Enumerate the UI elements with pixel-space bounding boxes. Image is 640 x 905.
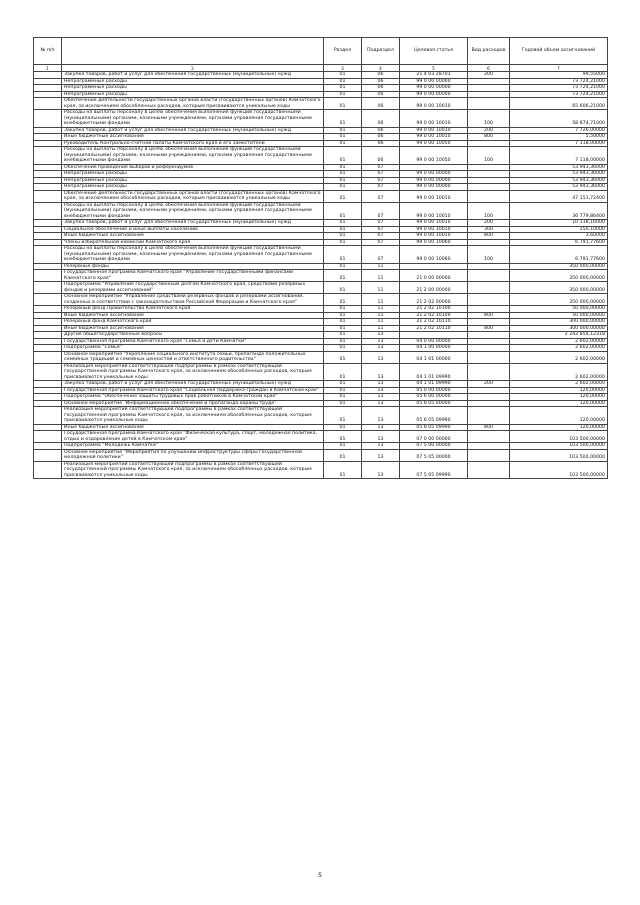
- row-section: 01: [324, 294, 362, 306]
- header-section: Раздел: [324, 38, 362, 65]
- row-subsection: 13: [362, 338, 400, 345]
- row-amount: 120,00000: [510, 400, 608, 407]
- row-name: Закупка товаров, работ и услуг для обеспечения государственных (муниципальных) нужд: [62, 220, 324, 227]
- row-subsection: 11: [362, 294, 400, 306]
- row-section: 01: [324, 202, 362, 220]
- row-section: 01: [324, 190, 362, 202]
- row-target: 99 0 00 10010: [400, 190, 468, 202]
- row-section: 01: [324, 226, 362, 233]
- row-subsection: 06: [362, 110, 400, 128]
- row-name: Государственная программа Камчатского края "Социальная поддержка граждан в Камчатском крае": [62, 387, 324, 394]
- row-section: 01: [324, 246, 362, 264]
- row-section: 01: [324, 351, 362, 363]
- row-amount: 120,00000: [510, 407, 608, 425]
- row-name: Иные бюджетные ассигнования: [62, 312, 324, 319]
- row-subsection: 06: [362, 98, 400, 110]
- row-amount: 350 000,00000: [510, 263, 608, 270]
- row-amount: 50 000,00000: [510, 312, 608, 319]
- row-amount: 7 118,00000: [510, 147, 608, 165]
- row-target: 04 0 00 00000: [400, 338, 468, 345]
- row-exptype: [468, 363, 510, 381]
- row-exptype: 200: [468, 72, 510, 79]
- table-header-row: [34, 38, 608, 65]
- row-target: 04 1 00 00000: [400, 345, 468, 352]
- row-target: 07 5 00 00000: [400, 443, 468, 450]
- row-name: Обеспечение деятельности государственных органов власти (государственных органов) Камчатского края, за исключением обособленных расходов, которым присваиваются уникальные коды: [62, 190, 324, 202]
- row-exptype: 100: [468, 246, 510, 264]
- row-section: 01: [324, 171, 362, 178]
- row-target: 21 2 02 10100: [400, 312, 468, 319]
- row-target: 99 0 00 10010: [400, 98, 468, 110]
- row-target: 21 2 02 10110: [400, 325, 468, 332]
- row-section: 01: [324, 72, 362, 79]
- row-subsection: 13: [362, 400, 400, 407]
- row-section: 01: [324, 127, 362, 134]
- row-exptype: 200: [468, 381, 510, 388]
- row-section: 01: [324, 332, 362, 339]
- row-amount: 6 791,77600: [510, 246, 608, 264]
- row-exptype: [468, 407, 510, 425]
- row-section: 01: [324, 306, 362, 313]
- row-subsection: 06: [362, 147, 400, 165]
- table-row: [34, 431, 608, 443]
- row-target: 05 6 05 00000: [400, 400, 468, 407]
- row-amount: 103 500,00000: [510, 443, 608, 450]
- row-subsection: 06: [362, 134, 400, 141]
- row-subsection: 06: [362, 127, 400, 134]
- row-section: 01: [324, 270, 362, 282]
- table-row: [34, 190, 608, 202]
- row-name: Основное мероприятие "Управление средствами резервных фондов и резервами ассигнований, созданных в соответствии с законодательством Российской Федерации и Камчатского края": [62, 294, 324, 306]
- row-amount: 350 000,00000: [510, 294, 608, 306]
- table-row: [34, 294, 608, 306]
- row-amount: 2 602,00000: [510, 351, 608, 363]
- row-name: Закупка товаров, работ и услуг для обеспечения государственных (муниципальных) нужд: [62, 381, 324, 388]
- row-name: Социальное обеспечение и иные выплаты населению: [62, 226, 324, 233]
- row-target: 99 0 00 10060: [400, 239, 468, 246]
- row-target: 99 0 00 10010: [400, 233, 468, 240]
- row-amount: 350 000,00000: [510, 282, 608, 294]
- row-subsection: 11: [362, 263, 400, 270]
- row-name: Непрограммные расходы: [62, 171, 324, 178]
- row-target: 99 0 00 00000: [400, 184, 468, 191]
- row-num: [34, 351, 62, 363]
- row-target: 04 1 01 09990: [400, 381, 468, 388]
- row-subsection: 07: [362, 233, 400, 240]
- row-exptype: [468, 351, 510, 363]
- row-subsection: 13: [362, 387, 400, 394]
- row-exptype: 800: [468, 424, 510, 431]
- row-amount: 7 726,00000: [510, 127, 608, 134]
- row-exptype: 100: [468, 202, 510, 220]
- row-amount: 120,00000: [510, 424, 608, 431]
- row-amount: 73 724,21000: [510, 85, 608, 92]
- row-target: 99 0 00 10010: [400, 127, 468, 134]
- budget-table: [33, 37, 608, 479]
- row-num: [34, 294, 62, 306]
- row-subsection: 13: [362, 351, 400, 363]
- row-amount: 5,50000: [510, 134, 608, 141]
- row-target: 05 6 05 09990: [400, 424, 468, 431]
- row-subsection: 06: [362, 72, 400, 79]
- row-amount: 2 602,00000: [510, 381, 608, 388]
- row-target: 21 2 02 10100: [400, 306, 468, 313]
- header-num: № п/п: [34, 38, 62, 65]
- row-subsection: 07: [362, 177, 400, 184]
- row-amount: 10 118,16000: [510, 220, 608, 227]
- row-amount: 120,00000: [510, 387, 608, 394]
- row-amount: 2 602,00000: [510, 345, 608, 352]
- row-subsection: 13: [362, 449, 400, 461]
- table-row: [34, 282, 608, 294]
- row-amount: 73 724,21000: [510, 78, 608, 85]
- row-target: 99 0 00 10010: [400, 134, 468, 141]
- row-subsection: 13: [362, 394, 400, 401]
- row-name: Закупка товаров, работ и услуг для обеспечения государственных (муниципальных) нужд: [62, 72, 324, 79]
- row-num: [34, 190, 62, 202]
- table-row: [34, 98, 608, 110]
- row-section: 01: [324, 431, 362, 443]
- row-amount: 3,60000: [510, 233, 608, 240]
- row-target: 99 0 00 00000: [400, 91, 468, 98]
- row-amount: 99,55000: [510, 72, 608, 79]
- row-name: Расходы на выплаты персоналу в целях обеспечения выполнения функций государственными (муниципальными) органами, казенными учреждениями, органами управления государственными внебюджетными фондами: [62, 110, 324, 128]
- header-amount: Годовой объем ассигнований: [510, 38, 608, 65]
- row-section: 01: [324, 147, 362, 165]
- row-subsection: 06: [362, 78, 400, 85]
- row-target: 07 5 05 00000: [400, 449, 468, 461]
- row-name: Непрограммные расходы: [62, 177, 324, 184]
- page-number: 5: [318, 872, 322, 879]
- index-cell: 4: [362, 65, 400, 72]
- row-name: Подпрограмма "Молодежь Камчатки": [62, 443, 324, 450]
- header-subsection: Подраздел: [362, 38, 400, 65]
- row-subsection: 07: [362, 190, 400, 202]
- row-name: Непрограммные расходы: [62, 78, 324, 85]
- row-section: 01: [324, 91, 362, 98]
- index-cell: 6: [468, 65, 510, 72]
- row-target: 99 0 00 00000: [400, 171, 468, 178]
- row-target: 21 4 03 28701: [400, 72, 468, 79]
- row-subsection: 07: [362, 171, 400, 178]
- row-subsection: 07: [362, 202, 400, 220]
- row-num: [34, 202, 62, 220]
- row-exptype: [468, 449, 510, 461]
- row-target: 99 0 00 10010: [400, 202, 468, 220]
- row-amount: 53 943,36000: [510, 184, 608, 191]
- row-subsection: 07: [362, 220, 400, 227]
- row-num: [34, 363, 62, 381]
- header-name: [62, 38, 324, 65]
- table-row: [34, 246, 608, 264]
- row-amount: 120,00000: [510, 394, 608, 401]
- row-amount: 350 000,00000: [510, 270, 608, 282]
- row-target: 99 0 00 10050: [400, 147, 468, 165]
- table-row: [34, 363, 608, 381]
- row-name: Подпрограмма "Обеспечение защиты трудовых прав работников в Камчатском крае": [62, 394, 324, 401]
- row-target: 05 6 05 09990: [400, 407, 468, 425]
- row-name: Непрограммные расходы: [62, 184, 324, 191]
- row-section: 01: [324, 164, 362, 171]
- row-target: 99 0 00 00000: [400, 85, 468, 92]
- row-name: Руководитель Контрольно-счетной палаты Камчатского края и его заместители: [62, 140, 324, 147]
- row-amount: 6 791,77600: [510, 239, 608, 246]
- row-name: Непрограммные расходы: [62, 91, 324, 98]
- row-target: 99 0 00 10010: [400, 110, 468, 128]
- row-section: 01: [324, 387, 362, 394]
- row-num: [34, 147, 62, 165]
- index-cell: 1: [34, 65, 62, 72]
- row-amount: 73 724,21000: [510, 91, 608, 98]
- row-amount: 53 943,36000: [510, 164, 608, 171]
- row-subsection: 11: [362, 312, 400, 319]
- row-name: Расходы на выплаты персоналу в целях обеспечения выполнения функций государственными (муниципальными) органами, казенными учреждениями, органами управления государственными внебюджетными фондами: [62, 202, 324, 220]
- row-target: 21 2 02 10110: [400, 319, 468, 326]
- row-exptype: [468, 98, 510, 110]
- row-target: 05 6 00 00000: [400, 394, 468, 401]
- row-name: Государственная программа Камчатского края "Физическая культура, спорт, молодежная политика, отдых и оздоровление детей в Камчатском крае": [62, 431, 324, 443]
- row-exptype: [468, 190, 510, 202]
- row-num: [34, 246, 62, 264]
- table-row: [34, 147, 608, 165]
- row-subsection: 13: [362, 332, 400, 339]
- row-target: 04 1 01 09990: [400, 363, 468, 381]
- row-target: 21 2 00 00000: [400, 282, 468, 294]
- header-exptype: Вид расходов: [468, 38, 510, 65]
- row-exptype: 100: [468, 110, 510, 128]
- row-exptype: 800: [468, 312, 510, 319]
- table-row: [34, 270, 608, 282]
- row-target: 04 1 01 00000: [400, 351, 468, 363]
- row-target: 99 0 00 10010: [400, 220, 468, 227]
- row-name: Иные бюджетные ассигнования: [62, 325, 324, 332]
- row-name: Реализация мероприятий соответствующей подпрограммы в рамках соответствующей государственной программы Камчатского края, за исключением обособленных расходов, которым присваиваются уникальные коды: [62, 407, 324, 425]
- row-subsection: 13: [362, 461, 400, 479]
- row-section: 01: [324, 233, 362, 240]
- row-subsection: 06: [362, 140, 400, 147]
- table-row: [34, 461, 608, 479]
- row-name: Обеспечение проведения выборов и референдумов: [62, 164, 324, 171]
- row-section: 01: [324, 177, 362, 184]
- row-name: Иные бюджетные ассигнования: [62, 134, 324, 141]
- row-exptype: 800: [468, 325, 510, 332]
- row-section: 01: [324, 263, 362, 270]
- row-section: 01: [324, 134, 362, 141]
- table-row: [34, 351, 608, 363]
- row-target: 05 0 00 00000: [400, 387, 468, 394]
- row-target: 99 0 00 10050: [400, 140, 468, 147]
- row-exptype: [468, 294, 510, 306]
- row-subsection: 13: [362, 431, 400, 443]
- row-section: 01: [324, 312, 362, 319]
- row-subsection: 13: [362, 443, 400, 450]
- row-name: Резервный фонд Правительства Камчатского края: [62, 306, 324, 313]
- row-section: 01: [324, 325, 362, 332]
- row-name: Члены избирательной комиссии Камчатского края: [62, 239, 324, 246]
- row-name: Основное мероприятие "Укрепление социального института семьи, пропаганда положительных семейных традиций и семейных ценностей и ответственного родительства": [62, 351, 324, 363]
- row-name: Расходы на выплаты персоналу в целях обеспечения выполнения функций государственными (муниципальными) органами, казенными учреждениями, органами управления государственными внебюджетными фондами: [62, 246, 324, 264]
- row-section: 01: [324, 363, 362, 381]
- row-subsection: 11: [362, 306, 400, 313]
- row-name: Реализация мероприятий соответствующей подпрограммы в рамках соответствующей государственной программы Камчатского края, за исключением обособленных расходов, которым присваиваются уникальные коды: [62, 461, 324, 479]
- row-name: Резервный фонд Камчатского края: [62, 319, 324, 326]
- row-amount: 103 500,00000: [510, 431, 608, 443]
- row-exptype: 800: [468, 233, 510, 240]
- row-name: Подпрограмма "Семья": [62, 345, 324, 352]
- row-name: Государственная программа Камчатского края "Семья и дети Камчатки": [62, 338, 324, 345]
- row-subsection: 13: [362, 381, 400, 388]
- row-section: 01: [324, 345, 362, 352]
- row-amount: 47 151,72400: [510, 190, 608, 202]
- row-subsection: 13: [362, 363, 400, 381]
- table-row: [34, 202, 608, 220]
- index-cell: 7: [510, 65, 608, 72]
- row-section: 01: [324, 98, 362, 110]
- row-exptype: 800: [468, 134, 510, 141]
- row-section: 01: [324, 140, 362, 147]
- row-section: 01: [324, 443, 362, 450]
- row-amount: 300 000,00000: [510, 319, 608, 326]
- row-subsection: 13: [362, 424, 400, 431]
- index-cell: 3: [324, 65, 362, 72]
- row-section: 01: [324, 239, 362, 246]
- row-section: 01: [324, 110, 362, 128]
- row-num: [34, 449, 62, 461]
- row-subsection: 07: [362, 226, 400, 233]
- row-name: Подпрограмма "Управление государственным долгом Камчатского края, средствами резервных фондов и резервами ассигнований": [62, 282, 324, 294]
- row-name: Закупка товаров, работ и услуг для обеспечения государственных (муниципальных) нужд: [62, 127, 324, 134]
- row-name: Иные бюджетные ассигнования: [62, 424, 324, 431]
- row-name: Государственная программа Камчатского края "Управление государственными финансами Камчатского края": [62, 270, 324, 282]
- row-amount: 50 000,00000: [510, 306, 608, 313]
- row-exptype: [468, 461, 510, 479]
- header-target: Целевая статья: [400, 38, 468, 65]
- row-section: 01: [324, 381, 362, 388]
- row-num: [34, 110, 62, 128]
- row-amount: 103 500,00000: [510, 461, 608, 479]
- row-subsection: 07: [362, 184, 400, 191]
- row-amount: 250,10000: [510, 226, 608, 233]
- row-subsection: 11: [362, 319, 400, 326]
- row-name: Другие общегосударственные вопросы: [62, 332, 324, 339]
- row-target: 99 0 00 10060: [400, 246, 468, 264]
- row-section: 01: [324, 220, 362, 227]
- row-subsection: 11: [362, 282, 400, 294]
- row-amount: 7 118,00000: [510, 140, 608, 147]
- row-amount: 2 602,00000: [510, 363, 608, 381]
- row-name: Непрограммные расходы: [62, 85, 324, 92]
- row-target: 07 5 05 09990: [400, 461, 468, 479]
- row-name: Расходы на выплаты персоналу в целях обеспечения выполнения функций государственными (муниципальными) органами, казенными учреждениями, органами управления государственными внебюджетными фондами: [62, 147, 324, 165]
- row-target: 21 2 02 00000: [400, 294, 468, 306]
- row-exptype: 200: [468, 127, 510, 134]
- row-section: 01: [324, 424, 362, 431]
- row-subsection: 11: [362, 270, 400, 282]
- row-section: 01: [324, 85, 362, 92]
- row-num: [34, 407, 62, 425]
- row-amount: 2 602,00000: [510, 338, 608, 345]
- row-amount: 58 874,71000: [510, 110, 608, 128]
- row-subsection: 07: [362, 239, 400, 246]
- row-section: 01: [324, 449, 362, 461]
- row-num: [34, 98, 62, 110]
- row-name: Реализация мероприятий соответствующей подпрограммы в рамках соответствующей государственной программы Камчатского края, за исключением обособленных расходов, которым присваиваются уникальные коды: [62, 363, 324, 381]
- row-exptype: 300: [468, 226, 510, 233]
- row-num: [34, 282, 62, 294]
- row-subsection: 13: [362, 345, 400, 352]
- row-num: [34, 431, 62, 443]
- row-target: 99 0 00 10010: [400, 226, 468, 233]
- row-section: 01: [324, 407, 362, 425]
- row-exptype: 200: [468, 220, 510, 227]
- index-cell: 5: [400, 65, 468, 72]
- row-amount: 300 000,00000: [510, 325, 608, 332]
- row-subsection: 13: [362, 407, 400, 425]
- row-subsection: 07: [362, 164, 400, 171]
- index-cell: 2: [62, 65, 324, 72]
- row-name: Основное мероприятие "Информационное обеспечение и пропаганда охраны труда": [62, 400, 324, 407]
- row-subsection: 07: [362, 246, 400, 264]
- table-row: [34, 407, 608, 425]
- row-name: Обеспечение деятельности государственных органов власти (государственных органов) Камчатского края, за исключением обособленных расходов, которым присваиваются уникальные коды: [62, 98, 324, 110]
- row-amount: 103 500,00000: [510, 449, 608, 461]
- row-amount: 53 943,36000: [510, 177, 608, 184]
- row-exptype: [468, 431, 510, 443]
- row-amount: 2 243 854,12318: [510, 332, 608, 339]
- row-section: 01: [324, 394, 362, 401]
- row-target: 07 0 00 00000: [400, 431, 468, 443]
- row-subsection: 11: [362, 325, 400, 332]
- row-subsection: 06: [362, 85, 400, 92]
- row-amount: 36 779,86400: [510, 202, 608, 220]
- row-target: 21 0 00 00000: [400, 270, 468, 282]
- table-body: [34, 72, 608, 479]
- row-amount: 65 606,21000: [510, 98, 608, 110]
- row-section: 01: [324, 461, 362, 479]
- table-row: [34, 449, 608, 461]
- row-exptype: 100: [468, 147, 510, 165]
- row-exptype: [468, 282, 510, 294]
- row-section: 01: [324, 319, 362, 326]
- column-index-row: [34, 65, 608, 72]
- row-amount: 53 943,36000: [510, 171, 608, 178]
- row-section: 01: [324, 282, 362, 294]
- row-exptype: [468, 270, 510, 282]
- row-section: 01: [324, 184, 362, 191]
- row-num: [34, 270, 62, 282]
- row-section: 01: [324, 78, 362, 85]
- row-name: Основное мероприятие "Мероприятия по улучшению инфраструктуры сферы государственной молодежной политики": [62, 449, 324, 461]
- row-num: [34, 461, 62, 479]
- row-name: Иные бюджетные ассигнования: [62, 233, 324, 240]
- row-target: 99 0 00 00000: [400, 177, 468, 184]
- row-subsection: 06: [362, 91, 400, 98]
- table-row: [34, 110, 608, 128]
- row-target: 99 0 00 00000: [400, 78, 468, 85]
- row-section: 01: [324, 400, 362, 407]
- row-section: 01: [324, 338, 362, 345]
- row-name: Резервные фонды: [62, 263, 324, 270]
